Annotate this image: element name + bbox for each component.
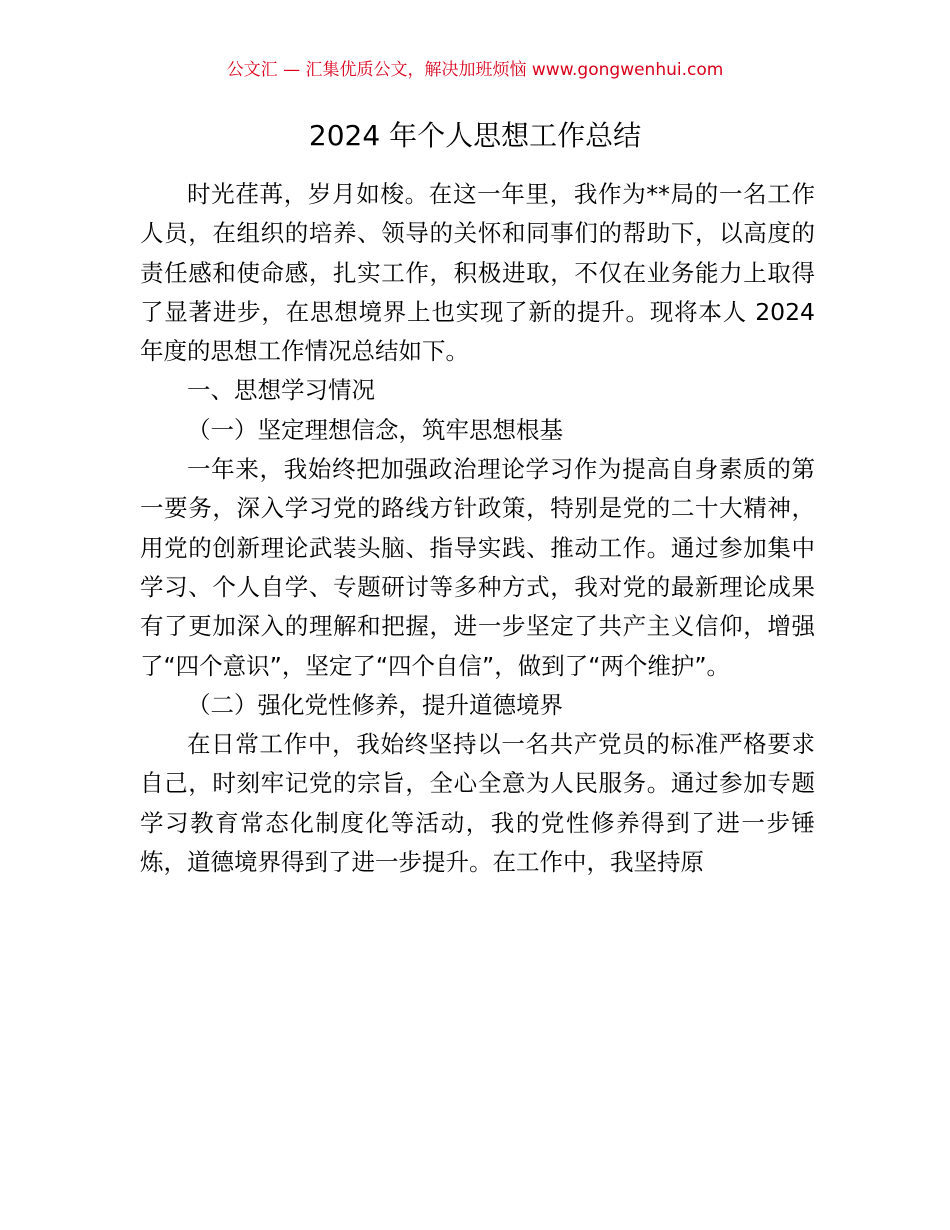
subsection-paragraph-2: 在日常工作中，我始终坚持以一名共产党员的标准严格要求自己，时刻牢记党的宗旨，全心全意为人民服务。通过参加专题学习教育常态化制度化等活动，我的党性修养得到了进一步锤炼，道德境界得到了进一步提升。在工作中，我坚持原 <box>140 730 815 877</box>
watermark-header[interactable]: 公文汇 — 汇集优质公文，解决加班烦恼 www.gongwenhui.com <box>226 60 724 80</box>
document-body <box>140 175 815 882</box>
document-title: 2024 年个人思想工作总结 <box>308 119 642 152</box>
intro-paragraph: 时光荏苒，岁月如梭。在这一年里，我作为**局的一名工作人员，在组织的培养、领导的关怀和同事们的帮助下，以高度的责任感和使命感，扎实工作，积极进取，不仅在业务能力上取得了显著进步，在思想境界上也实现了新的提升。现将本人 2024 年度的思想工作情况总结如下。 <box>140 180 815 366</box>
subsection-paragraph-1: 一年来，我始终把加强政治理论学习作为提高自身素质的第一要务，深入学习党的路线方针政策，特别是党的二十大精神，用党的创新理论武装头脑、指导实践、推动工作。通过参加集中学习、个人自学、专题研讨等多种方式，我对党的最新理论成果有了更加深入的理解和把握，进一步坚定了共产主义信仰，增强了“四个意识”，坚定了“四个自信”，做到了“两个维护”。 <box>140 455 815 680</box>
subsection-heading-1: （一）坚定理想信念，筑牢思想根基 <box>187 415 563 444</box>
section-heading-1: 一、思想学习情况 <box>187 376 375 405</box>
subsection-heading-2: （二）强化党性修养，提升道德境界 <box>187 690 563 719</box>
